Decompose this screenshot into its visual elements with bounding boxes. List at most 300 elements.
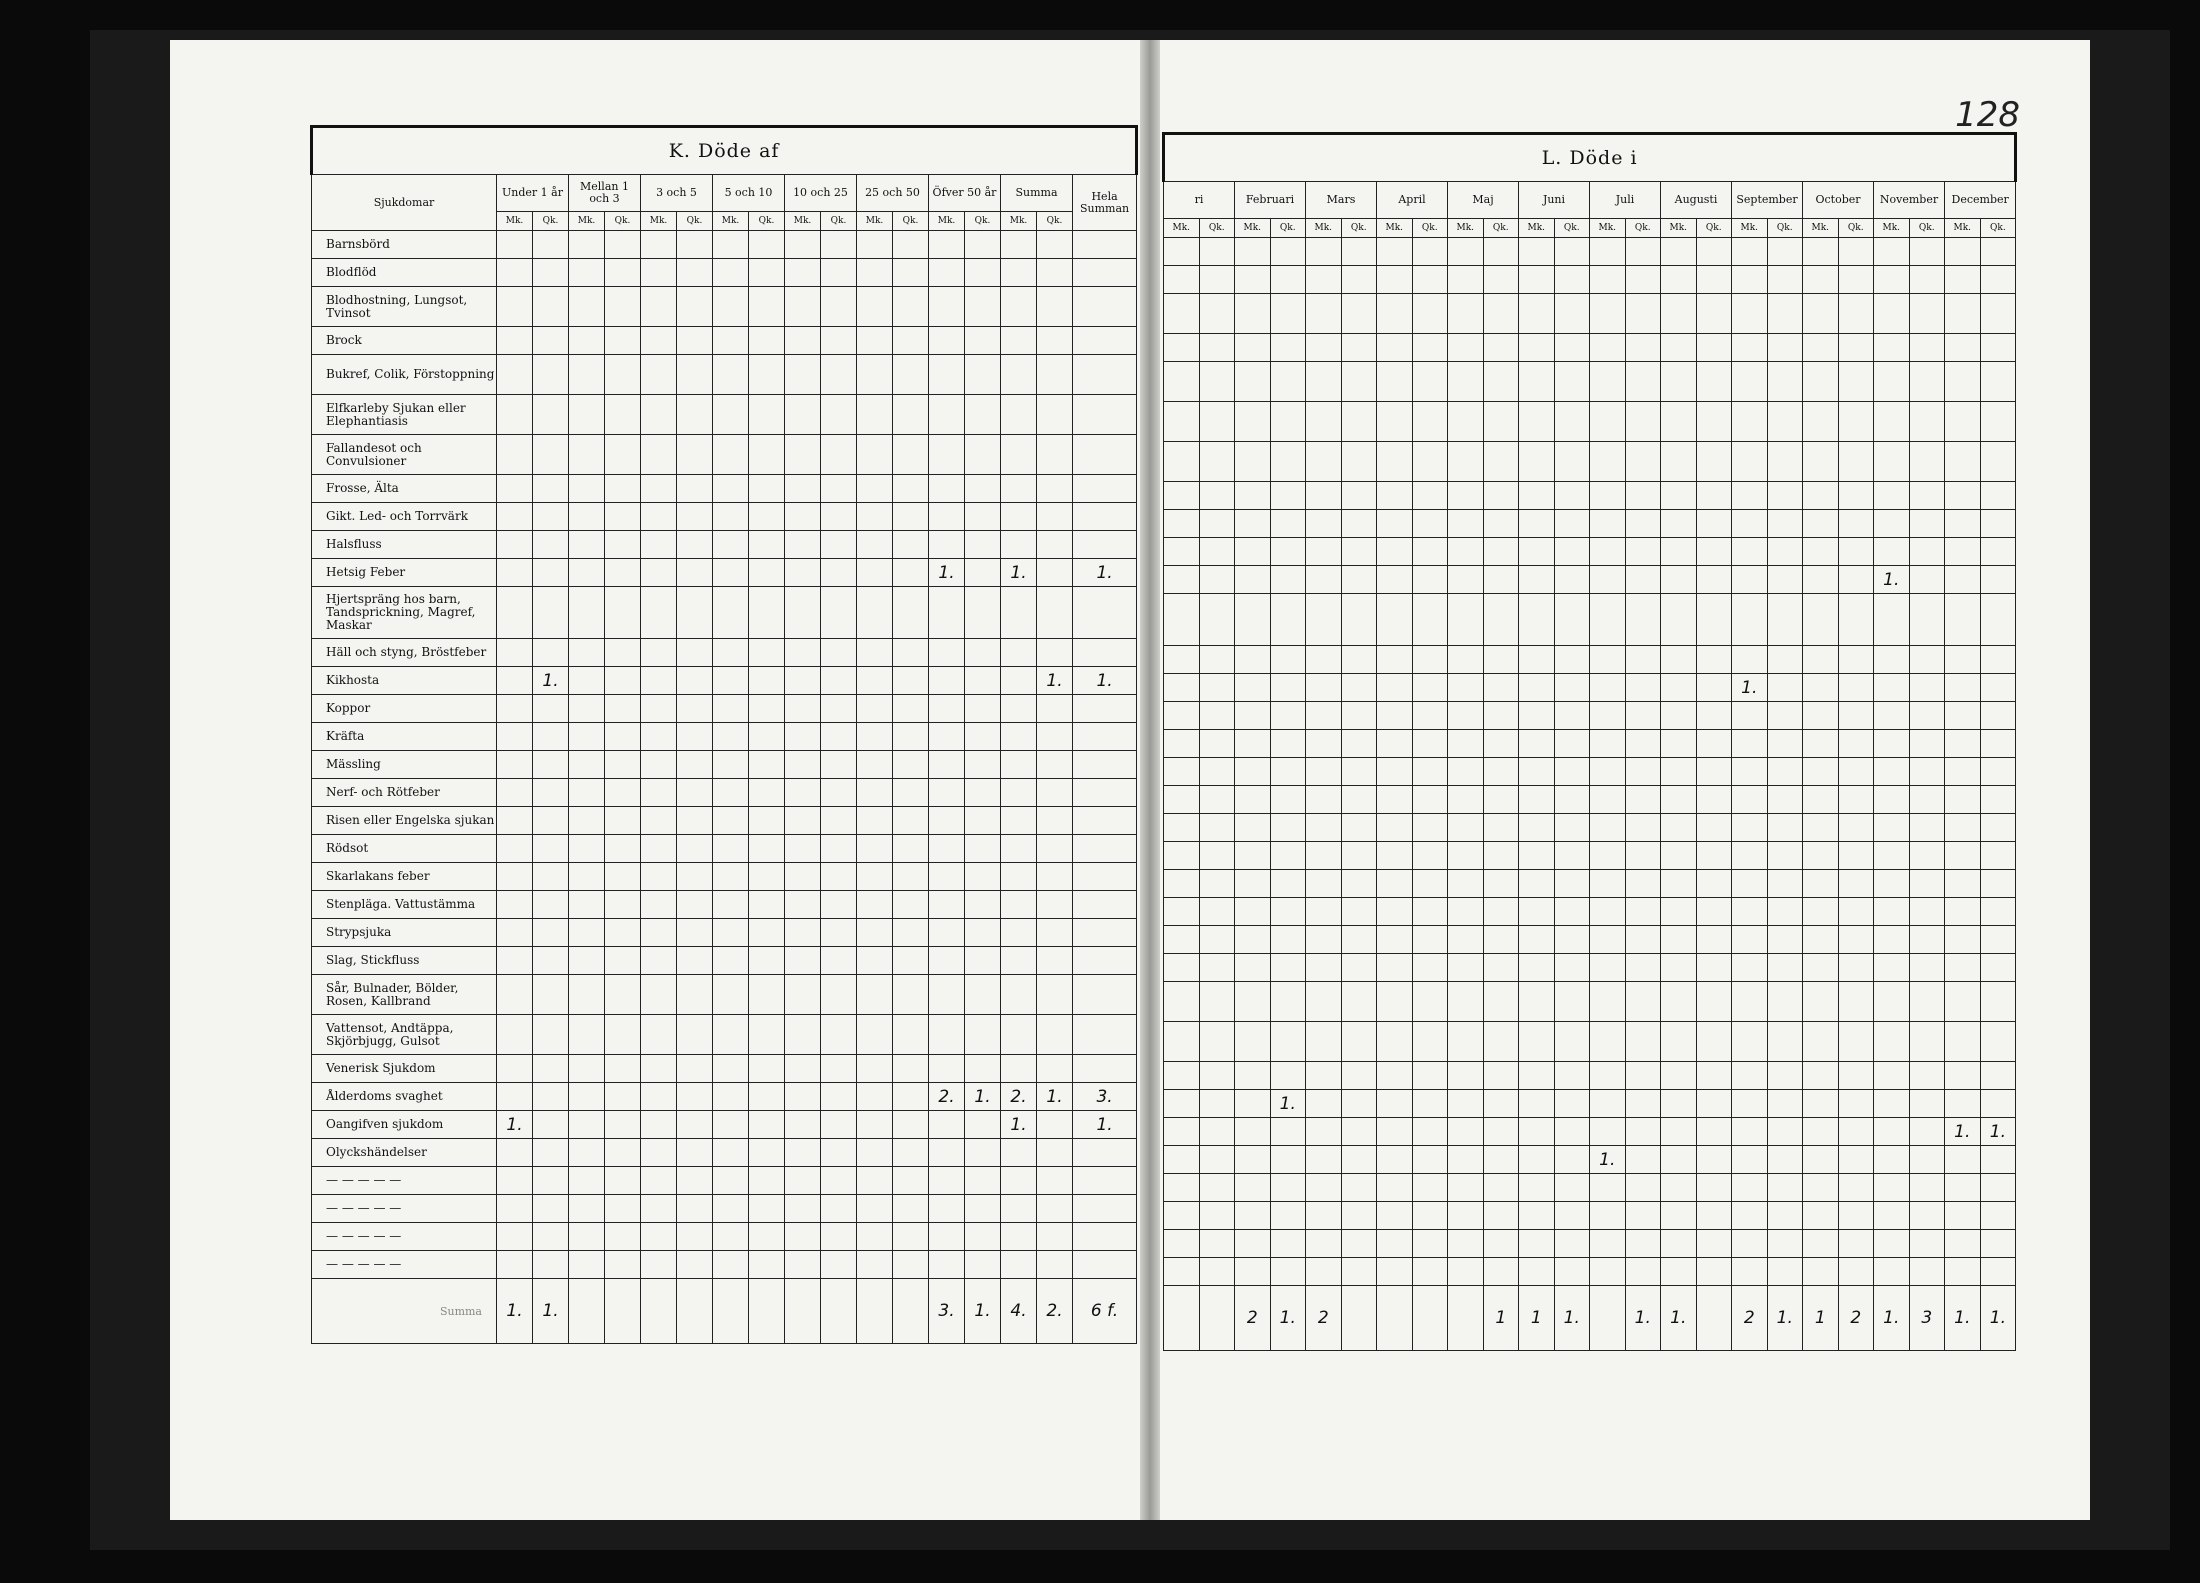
count-cell: [569, 1015, 605, 1055]
count-cell: [1377, 730, 1413, 758]
count-cell: [677, 559, 713, 587]
count-cell: [1199, 646, 1235, 674]
sex-header-male: Mk.: [857, 212, 893, 231]
count-cell: [1199, 926, 1235, 954]
count-cell: [857, 1223, 893, 1251]
count-cell: [1377, 294, 1413, 334]
count-cell: [1037, 723, 1073, 751]
count-cell: [1909, 566, 1945, 594]
count-cell: [857, 779, 893, 807]
count-cell: [677, 751, 713, 779]
count-cell: [929, 1251, 965, 1279]
count-cell: [1625, 1230, 1661, 1258]
disease-row: [1164, 730, 2016, 758]
count-cell: [1448, 334, 1484, 362]
count-cell: [893, 1139, 929, 1167]
count-cell: [821, 231, 857, 259]
count-cell: [1696, 730, 1732, 758]
count-cell: [1235, 842, 1271, 870]
count-cell: [713, 835, 749, 863]
summa-cell: 1.: [1554, 1286, 1590, 1351]
count-cell: [1980, 674, 2016, 702]
count-cell: [605, 919, 641, 947]
count-cell: [1199, 362, 1235, 402]
count-cell: [821, 1055, 857, 1083]
count-cell: [1448, 1202, 1484, 1230]
count-cell: [1945, 362, 1981, 402]
count-cell: [1696, 1174, 1732, 1202]
count-cell: [1073, 475, 1137, 503]
count-cell: [713, 1015, 749, 1055]
count-cell: 1.: [1001, 559, 1037, 587]
count-cell: [893, 975, 929, 1015]
count-cell: [605, 1195, 641, 1223]
count-cell: [1803, 1118, 1839, 1146]
count-cell: [1732, 566, 1768, 594]
count-cell: [1235, 674, 1271, 702]
sex-header-female: Qk.: [1341, 219, 1377, 238]
count-cell: [497, 1139, 533, 1167]
sex-header-female: Qk.: [1270, 219, 1306, 238]
count-cell: [1838, 566, 1874, 594]
count-cell: [1519, 842, 1555, 870]
count-cell: [1412, 566, 1448, 594]
count-cell: [893, 863, 929, 891]
count-cell: [1803, 510, 1839, 538]
count-cell: [1625, 510, 1661, 538]
count-cell: [1696, 982, 1732, 1022]
count-cell: [641, 919, 677, 947]
count-cell: [1001, 723, 1037, 751]
count-cell: [1377, 954, 1413, 982]
count-cell: [1838, 1146, 1874, 1174]
count-cell: [641, 779, 677, 807]
count-cell: [1661, 266, 1697, 294]
count-cell: [1661, 1146, 1697, 1174]
count-cell: [1838, 926, 1874, 954]
count-cell: [1909, 482, 1945, 510]
count-cell: [785, 355, 821, 395]
count-cell: [1037, 1111, 1073, 1139]
count-cell: [1909, 730, 1945, 758]
count-cell: [1554, 1146, 1590, 1174]
count-cell: [533, 355, 569, 395]
count-cell: [1696, 646, 1732, 674]
disease-row: [312, 475, 1137, 503]
count-cell: [1909, 1174, 1945, 1202]
count-cell: [641, 667, 677, 695]
count-cell: [1519, 674, 1555, 702]
count-cell: [965, 835, 1001, 863]
count-cell: [1448, 982, 1484, 1022]
disease-column-header: Sjukdomar: [312, 175, 497, 231]
count-cell: [1803, 1062, 1839, 1090]
month-header: November: [1874, 182, 1945, 219]
count-cell: [1732, 814, 1768, 842]
count-cell: [965, 475, 1001, 503]
count-cell: [641, 891, 677, 919]
count-cell: [1164, 758, 1200, 786]
count-cell: [569, 1083, 605, 1111]
count-cell: [1448, 1062, 1484, 1090]
disease-name: — — — — —: [312, 1195, 497, 1223]
count-cell: [749, 891, 785, 919]
count-cell: [1732, 266, 1768, 294]
count-cell: [1001, 1055, 1037, 1083]
sex-header-female: Qk.: [1483, 219, 1519, 238]
count-cell: [1909, 266, 1945, 294]
count-cell: [893, 395, 929, 435]
count-cell: [569, 587, 605, 639]
count-cell: [1001, 259, 1037, 287]
count-cell: [1767, 482, 1803, 510]
deaths-by-month-table: [1162, 132, 2017, 1351]
count-cell: [749, 1195, 785, 1223]
count-cell: [1732, 1090, 1768, 1118]
count-cell: [1767, 334, 1803, 362]
count-cell: [1448, 294, 1484, 334]
count-cell: [1874, 842, 1910, 870]
count-cell: [1980, 334, 2016, 362]
count-cell: [857, 1055, 893, 1083]
count-cell: [1341, 1022, 1377, 1062]
count-cell: [1270, 926, 1306, 954]
count-cell: [1661, 402, 1697, 442]
summa-cell: [677, 1279, 713, 1344]
summa-cell: 1.: [1980, 1286, 2016, 1351]
count-cell: [569, 1195, 605, 1223]
count-cell: [1377, 702, 1413, 730]
count-cell: [1073, 947, 1137, 975]
count-cell: [1909, 594, 1945, 646]
count-cell: [1590, 1202, 1626, 1230]
month-header: Juni: [1519, 182, 1590, 219]
sex-header-female: Qk.: [1767, 219, 1803, 238]
count-cell: [1341, 402, 1377, 442]
count-cell: [785, 395, 821, 435]
count-cell: [1341, 1174, 1377, 1202]
count-cell: [1519, 402, 1555, 442]
count-cell: [965, 327, 1001, 355]
count-cell: [749, 695, 785, 723]
count-cell: [1874, 482, 1910, 510]
count-cell: [749, 355, 785, 395]
count-cell: [1235, 786, 1271, 814]
age-group-header: Summa: [1001, 175, 1073, 212]
count-cell: [1554, 362, 1590, 402]
count-cell: [497, 1015, 533, 1055]
count-cell: [1696, 1202, 1732, 1230]
page-number: 128: [1955, 95, 2020, 135]
count-cell: [1001, 355, 1037, 395]
count-cell: [1980, 1062, 2016, 1090]
count-cell: [1306, 510, 1342, 538]
disease-row: [1164, 594, 2016, 646]
count-cell: [605, 259, 641, 287]
count-cell: [893, 751, 929, 779]
count-cell: [1448, 926, 1484, 954]
count-cell: [1306, 1146, 1342, 1174]
count-cell: [497, 1167, 533, 1195]
count-cell: [929, 807, 965, 835]
count-cell: [1909, 1022, 1945, 1062]
count-cell: [1838, 1090, 1874, 1118]
count-cell: [929, 587, 965, 639]
disease-row: [312, 503, 1137, 531]
count-cell: [1732, 786, 1768, 814]
count-cell: [1073, 891, 1137, 919]
count-cell: [1341, 482, 1377, 510]
count-cell: [1164, 510, 1200, 538]
count-cell: [965, 531, 1001, 559]
count-cell: [1377, 510, 1413, 538]
count-cell: [1909, 814, 1945, 842]
count-cell: [929, 327, 965, 355]
count-cell: [641, 1015, 677, 1055]
count-cell: [1341, 814, 1377, 842]
count-cell: [1732, 1174, 1768, 1202]
summa-cell: [713, 1279, 749, 1344]
count-cell: [1235, 814, 1271, 842]
count-cell: [497, 751, 533, 779]
disease-name: Rödsot: [312, 835, 497, 863]
count-cell: [533, 1139, 569, 1167]
disease-name: — — — — —: [312, 1167, 497, 1195]
count-cell: [1306, 814, 1342, 842]
count-cell: [1001, 751, 1037, 779]
count-cell: [965, 287, 1001, 327]
count-cell: [605, 947, 641, 975]
count-cell: [1037, 475, 1073, 503]
sex-header-female: Qk.: [1980, 219, 2016, 238]
sex-header-row: [1164, 219, 2016, 238]
count-cell: [569, 1111, 605, 1139]
count-cell: [1554, 294, 1590, 334]
count-cell: [785, 587, 821, 639]
count-cell: [1554, 814, 1590, 842]
count-cell: [1838, 646, 1874, 674]
disease-name: Risen eller Engelska sjukan: [312, 807, 497, 835]
count-cell: [1909, 1146, 1945, 1174]
count-cell: [893, 1251, 929, 1279]
count-cell: [677, 947, 713, 975]
count-cell: [1270, 482, 1306, 510]
summa-cell: [1412, 1286, 1448, 1351]
count-cell: [857, 587, 893, 639]
count-cell: [1554, 1090, 1590, 1118]
count-cell: [1767, 954, 1803, 982]
count-cell: [1306, 954, 1342, 982]
count-cell: [1519, 442, 1555, 482]
count-cell: [605, 891, 641, 919]
count-cell: [1661, 1022, 1697, 1062]
count-cell: [1945, 402, 1981, 442]
count-cell: [929, 287, 965, 327]
count-cell: [1945, 334, 1981, 362]
count-cell: [1377, 1062, 1413, 1090]
summa-cell: [893, 1279, 929, 1344]
count-cell: [1554, 1258, 1590, 1286]
count-cell: [641, 355, 677, 395]
count-cell: [965, 435, 1001, 475]
count-cell: [857, 891, 893, 919]
count-cell: [1001, 1195, 1037, 1223]
count-cell: [785, 1195, 821, 1223]
count-cell: [1590, 982, 1626, 1022]
count-cell: [1377, 814, 1413, 842]
count-cell: [1625, 238, 1661, 266]
count-cell: [1554, 1022, 1590, 1062]
count-cell: [605, 395, 641, 435]
count-cell: [569, 475, 605, 503]
month-header: Augusti: [1661, 182, 1732, 219]
count-cell: [497, 559, 533, 587]
count-cell: [605, 975, 641, 1015]
count-cell: [965, 1223, 1001, 1251]
count-cell: [1235, 730, 1271, 758]
count-cell: [1412, 646, 1448, 674]
count-cell: [533, 779, 569, 807]
sex-header-female: Qk.: [821, 212, 857, 231]
count-cell: [1590, 362, 1626, 402]
count-cell: [893, 779, 929, 807]
count-cell: [1412, 1202, 1448, 1230]
count-cell: [1625, 442, 1661, 482]
count-cell: [1874, 674, 1910, 702]
count-cell: [1270, 1258, 1306, 1286]
count-cell: [1554, 566, 1590, 594]
count-cell: [713, 395, 749, 435]
count-cell: [533, 435, 569, 475]
count-cell: [497, 1251, 533, 1279]
count-cell: [1625, 814, 1661, 842]
disease-row: [1164, 334, 2016, 362]
count-cell: [1235, 1202, 1271, 1230]
count-cell: [1164, 702, 1200, 730]
summa-cell: 1.: [1874, 1286, 1910, 1351]
count-cell: [1341, 538, 1377, 566]
count-cell: [1235, 758, 1271, 786]
count-cell: [1073, 1167, 1137, 1195]
count-cell: [1199, 442, 1235, 482]
count-cell: [1001, 919, 1037, 947]
count-cell: [1590, 1258, 1626, 1286]
count-cell: [1590, 266, 1626, 294]
count-cell: [965, 639, 1001, 667]
count-cell: [1037, 807, 1073, 835]
count-cell: [965, 667, 1001, 695]
count-cell: [1696, 926, 1732, 954]
count-cell: [497, 587, 533, 639]
summa-cell: [1377, 1286, 1413, 1351]
count-cell: [1696, 238, 1732, 266]
count-cell: [821, 695, 857, 723]
count-cell: [1554, 898, 1590, 926]
count-cell: [1377, 594, 1413, 646]
count-cell: [893, 1111, 929, 1139]
count-cell: [965, 891, 1001, 919]
count-cell: [749, 975, 785, 1015]
count-cell: [1235, 1258, 1271, 1286]
summa-cell: 6 f.: [1073, 1279, 1137, 1344]
count-cell: [1554, 1174, 1590, 1202]
count-cell: [1164, 294, 1200, 334]
count-cell: [1803, 594, 1839, 646]
summa-cell: [1164, 1286, 1200, 1351]
count-cell: [605, 327, 641, 355]
count-cell: [1661, 674, 1697, 702]
count-cell: [1448, 674, 1484, 702]
count-cell: [1377, 334, 1413, 362]
count-cell: [497, 287, 533, 327]
count-cell: [1483, 482, 1519, 510]
count-cell: [1412, 1174, 1448, 1202]
count-cell: [1803, 870, 1839, 898]
count-cell: [1732, 1230, 1768, 1258]
count-cell: [857, 327, 893, 355]
count-cell: [1625, 730, 1661, 758]
count-cell: [1519, 758, 1555, 786]
count-cell: [641, 863, 677, 891]
count-cell: [785, 863, 821, 891]
count-cell: [1696, 898, 1732, 926]
count-cell: [569, 891, 605, 919]
count-cell: [1980, 294, 2016, 334]
count-cell: [1874, 510, 1910, 538]
count-cell: [857, 287, 893, 327]
count-cell: [533, 835, 569, 863]
count-cell: [1270, 538, 1306, 566]
count-cell: [1235, 442, 1271, 482]
count-cell: [1235, 538, 1271, 566]
count-cell: [1625, 1022, 1661, 1062]
count-cell: [641, 723, 677, 751]
count-cell: 1.: [1732, 674, 1768, 702]
count-cell: [1037, 1167, 1073, 1195]
count-cell: [1073, 327, 1137, 355]
count-cell: [1448, 482, 1484, 510]
count-cell: [1909, 674, 1945, 702]
count-cell: [1073, 1195, 1137, 1223]
count-cell: [677, 1083, 713, 1111]
count-cell: [1909, 334, 1945, 362]
count-cell: [1767, 926, 1803, 954]
count-cell: [785, 947, 821, 975]
count-cell: [1874, 702, 1910, 730]
count-cell: [1483, 1230, 1519, 1258]
count-cell: [677, 231, 713, 259]
count-cell: [1001, 835, 1037, 863]
count-cell: [1590, 674, 1626, 702]
count-cell: [1909, 982, 1945, 1022]
count-cell: [713, 695, 749, 723]
count-cell: [821, 639, 857, 667]
count-cell: [1732, 294, 1768, 334]
count-cell: [1767, 1118, 1803, 1146]
count-cell: [533, 639, 569, 667]
count-cell: [605, 1139, 641, 1167]
count-cell: [893, 435, 929, 475]
count-cell: [1554, 842, 1590, 870]
age-group-header: 10 och 25: [785, 175, 857, 212]
count-cell: [1270, 294, 1306, 334]
count-cell: [1037, 559, 1073, 587]
count-cell: [1767, 730, 1803, 758]
sex-header-male: Mk.: [1448, 219, 1484, 238]
count-cell: [1037, 1139, 1073, 1167]
count-cell: [1803, 1090, 1839, 1118]
count-cell: [821, 723, 857, 751]
